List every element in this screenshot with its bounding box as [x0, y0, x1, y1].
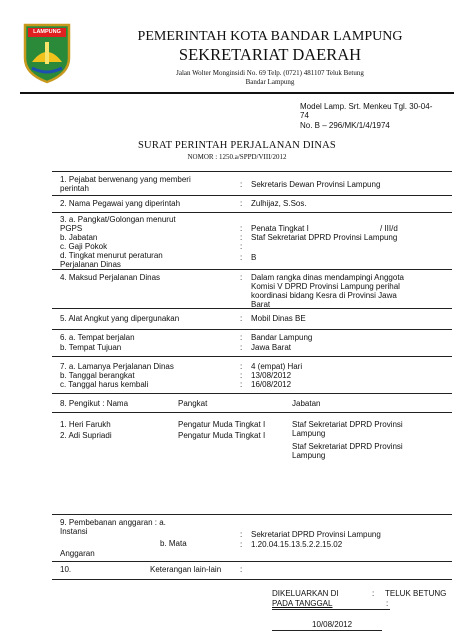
row2-value: Zulhijaz, S.Sos. [251, 199, 307, 208]
row6-colon: : [240, 343, 243, 352]
row2-colon: : [240, 199, 243, 208]
follower2-rank: Pengatur Muda Tingkat I [178, 431, 266, 440]
row10-colon: : [240, 565, 243, 574]
row3-a-value-grade: / III/d [380, 224, 398, 233]
row9-a-label-cont: Instansi [60, 527, 88, 536]
row3-a-label-cont: PGPS [60, 224, 83, 233]
row9-b-value: 1.20.04.15.13.5.2.2.15.02 [251, 540, 343, 549]
row3-b-value: Staf Sekretariat DPRD Provinsi Lampung [251, 233, 398, 242]
follower2-job: Staf Sekretariat DPRD Provinsi [292, 442, 403, 451]
row6-a-label: 6. a. Tempat berjalan [60, 333, 135, 342]
row4-value-line1: Dalam rangka dinas mendampingi Anggota [251, 273, 404, 282]
row3-colon: : [240, 242, 243, 251]
row1-label-cont: perintah [60, 184, 89, 193]
row1-colon: : [240, 180, 243, 189]
city-logo [22, 22, 72, 84]
follower2-job-cont: Lampung [292, 451, 326, 460]
document-title: SURAT PERINTAH PERJALANAN DINAS [138, 140, 336, 151]
row3-d-label-cont: Perjalanan Dinas [60, 260, 121, 269]
logo-text: LAMPUNG [33, 29, 61, 35]
row10-label: Keterangan lain-lain [150, 565, 222, 574]
row3-colon: : [240, 233, 243, 242]
issued-date-colon: : [386, 599, 389, 608]
row4-value-line4: Barat [251, 300, 271, 309]
row5-value: Mobil Dinas BE [251, 314, 306, 323]
table-rule [52, 356, 452, 357]
row3-d-label: d. Tingkat menurut peraturan [60, 251, 163, 260]
row9-b-label-cont: Anggaran [60, 549, 95, 558]
row6-colon: : [240, 333, 243, 342]
row9-colon: : [240, 540, 243, 549]
table-rule [52, 579, 452, 580]
header-address2: Bandar Lampung [245, 78, 295, 86]
row3-b-label: b. Jabatan [60, 233, 98, 242]
model-line3: No. B – 296/MK/1/4/1974 [300, 121, 390, 130]
follower2-name: 2. Adi Supriadi [60, 431, 112, 440]
row8-job-header: Jabatan [292, 399, 321, 408]
row3-c-label: c. Gaji Pokok [60, 242, 108, 251]
table-rule [52, 514, 452, 515]
row9-a-value: Sekretariat DPRD Provinsi Lampung [251, 530, 381, 539]
footer-underline [272, 630, 382, 631]
table-rule [52, 412, 452, 413]
row9-b-label: b. Mata [160, 539, 187, 548]
row4-value-line2: Komisi V DPRD Provinsi Lampung perihal [251, 282, 400, 291]
row6-b-value: Jawa Barat [251, 343, 292, 352]
row5-label: 5. Alat Angkut yang dipergunakan [60, 314, 180, 323]
table-rule [52, 329, 452, 330]
table-rule [52, 195, 452, 196]
issued-date-label: PADA TANGGAL [272, 599, 333, 608]
issued-at-colon: : [372, 589, 375, 598]
row10-number: 10. [60, 565, 72, 574]
issued-at-label: DIKELUARKAN DI [272, 589, 339, 598]
row7-colon: : [240, 362, 243, 371]
row6-a-value: Bandar Lampung [251, 333, 313, 342]
row1-label: 1. Pejabat berwenang yang memberi [60, 175, 191, 184]
row7-a-value: 4 (empat) Hari [251, 362, 303, 371]
row9-a-label: 9. Pembebanan anggaran : a. [60, 518, 166, 527]
issued-at-value: TELUK BETUNG [385, 589, 447, 598]
table-rule [52, 171, 452, 172]
follower1-job-cont: Lampung [292, 429, 326, 438]
header-address1: Jalan Wolter Monginsidi No. 69 Telp. (0721) 481107 Teluk Betung [176, 69, 364, 77]
row6-b-label: b. Tempat Tujuan [60, 343, 122, 352]
row8-label: 8. Pengikut : Nama [60, 399, 129, 408]
row5-colon: : [240, 314, 243, 323]
model-line1: Model Lamp. Srt. Menkeu Tgl. 30-04- [300, 102, 433, 111]
row8-rank-header: Pangkat [178, 399, 208, 408]
document-number: NOMOR : 1250.a/SPPD/VIII/2012 [187, 153, 287, 161]
row7-c-label: c. Tanggal harus kembali [60, 380, 149, 389]
follower1-job: Staf Sekretariat DPRD Provinsi [292, 420, 403, 429]
row2-label: 2. Nama Pegawai yang diperintah [60, 199, 181, 208]
follower1-name: 1. Heri Farukh [60, 420, 111, 429]
row4-colon: : [240, 273, 243, 282]
row4-value-line3: koordinasi bidang Kesra di Provinsi Jawa [251, 291, 397, 300]
footer-underline [272, 609, 390, 610]
issued-date-value: 10/08/2012 [312, 620, 353, 629]
header-line2: SEKRETARIAT DAERAH [178, 45, 362, 64]
header-line1: PEMERINTAH KOTA BANDAR LAMPUNG [137, 29, 403, 44]
model-line2: 74 [300, 111, 309, 120]
row9-colon: : [240, 530, 243, 539]
row7-colon: : [240, 380, 243, 389]
table-rule [52, 212, 452, 213]
table-rule [52, 561, 452, 562]
row3-d-value: B [251, 253, 257, 262]
row4-label: 4. Maksud Perjalanan Dinas [60, 273, 161, 282]
header-divider [20, 92, 454, 94]
row3-a-label: 3. a. Pangkat/Golongan menurut [60, 215, 176, 224]
row7-b-label: b. Tanggal berangkat [60, 371, 135, 380]
row7-b-value: 13/08/2012 [251, 371, 292, 380]
row3-colon: : [240, 224, 243, 233]
row7-colon: : [240, 371, 243, 380]
row3-colon: : [240, 253, 243, 262]
row7-a-label: 7. a. Lamanya Perjalanan Dinas [60, 362, 174, 371]
row7-c-value: 16/08/2012 [251, 380, 292, 389]
row3-a-value: Penata Tingkat I [251, 224, 309, 233]
table-rule [52, 393, 452, 394]
follower1-rank: Pengatur Muda Tingkat I [178, 420, 266, 429]
row1-value: Sekretaris Dewan Provinsi Lampung [251, 180, 381, 189]
